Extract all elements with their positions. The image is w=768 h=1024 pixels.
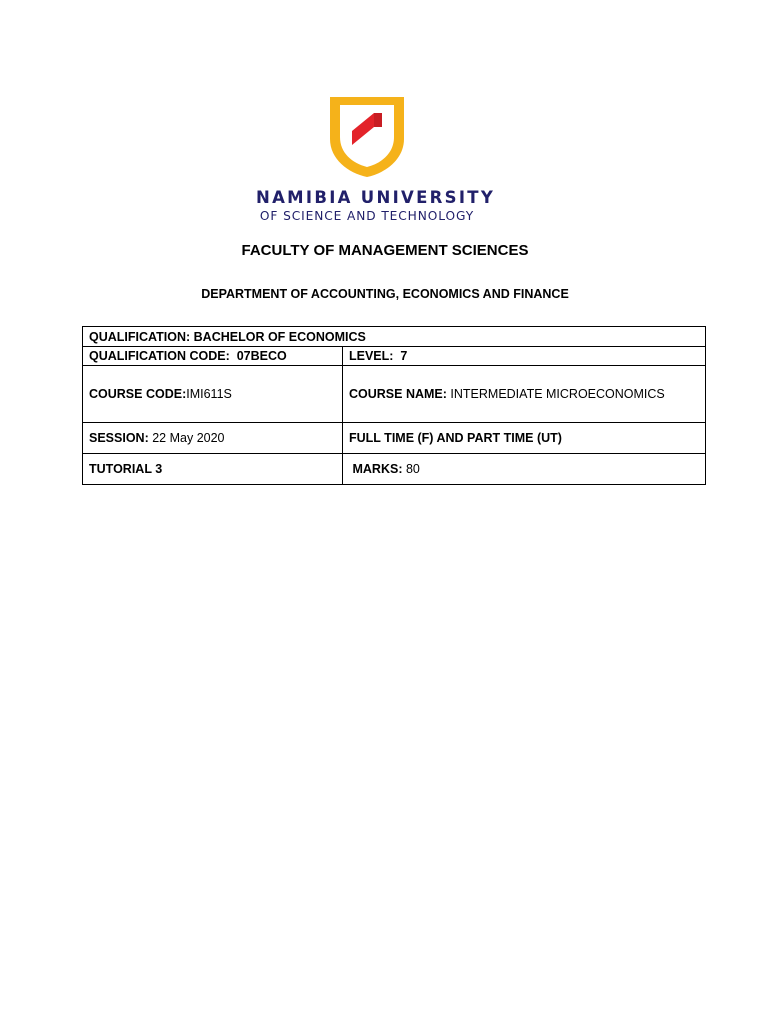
- qualification-code-cell: [83, 347, 343, 366]
- course-info-table: [82, 326, 706, 485]
- course-code-label: COURSE CODE:: [89, 387, 187, 401]
- shield-logo-icon: [324, 93, 410, 177]
- course-code-cell: [83, 366, 343, 423]
- table-row: [83, 347, 706, 366]
- qualification-value: BACHELOR OF ECONOMICS: [193, 329, 366, 344]
- qualification-code-label: QUALIFICATION CODE:: [89, 349, 230, 363]
- logo-name-line1: NAMIBIA UNIVERSITY: [256, 188, 496, 207]
- table-row: [83, 327, 706, 347]
- marks-value: 80: [405, 462, 420, 476]
- faculty-title: FACULTY OF MANAGEMENT SCIENCES: [241, 242, 529, 259]
- session-label: SESSION:: [89, 431, 149, 445]
- qualification-cell: [83, 327, 706, 347]
- department-title: DEPARTMENT OF ACCOUNTING, ECONOMICS AND FINANCE: [201, 287, 569, 301]
- course-name-cell: [343, 366, 706, 423]
- logo-name-line2: OF SCIENCE AND TECHNOLOGY: [259, 209, 475, 223]
- course-name-value: INTERMEDIATE MICROECONOMICS: [450, 387, 665, 401]
- tutorial-cell: TUTORIAL 3: [83, 454, 343, 485]
- university-logo: [256, 90, 496, 230]
- mode-cell: FULL TIME (F) AND PART TIME (UT): [343, 423, 706, 454]
- qualification-label: QUALIFICATION:: [89, 329, 191, 344]
- session-cell: [83, 423, 343, 454]
- marks-cell: [343, 454, 706, 485]
- level-cell: [343, 347, 706, 366]
- table-row: [83, 366, 706, 423]
- qualification-code-value: 07BECO: [236, 349, 287, 363]
- table-row: [83, 423, 706, 454]
- session-value: 22 May 2020: [152, 431, 225, 445]
- course-name-label: COURSE NAME:: [349, 387, 447, 401]
- course-code-value: IMI611S: [186, 387, 232, 401]
- level-value: 7: [400, 349, 408, 363]
- marks-label: MARKS:: [352, 462, 403, 476]
- level-label: LEVEL:: [349, 349, 394, 363]
- table-row: [83, 454, 706, 485]
